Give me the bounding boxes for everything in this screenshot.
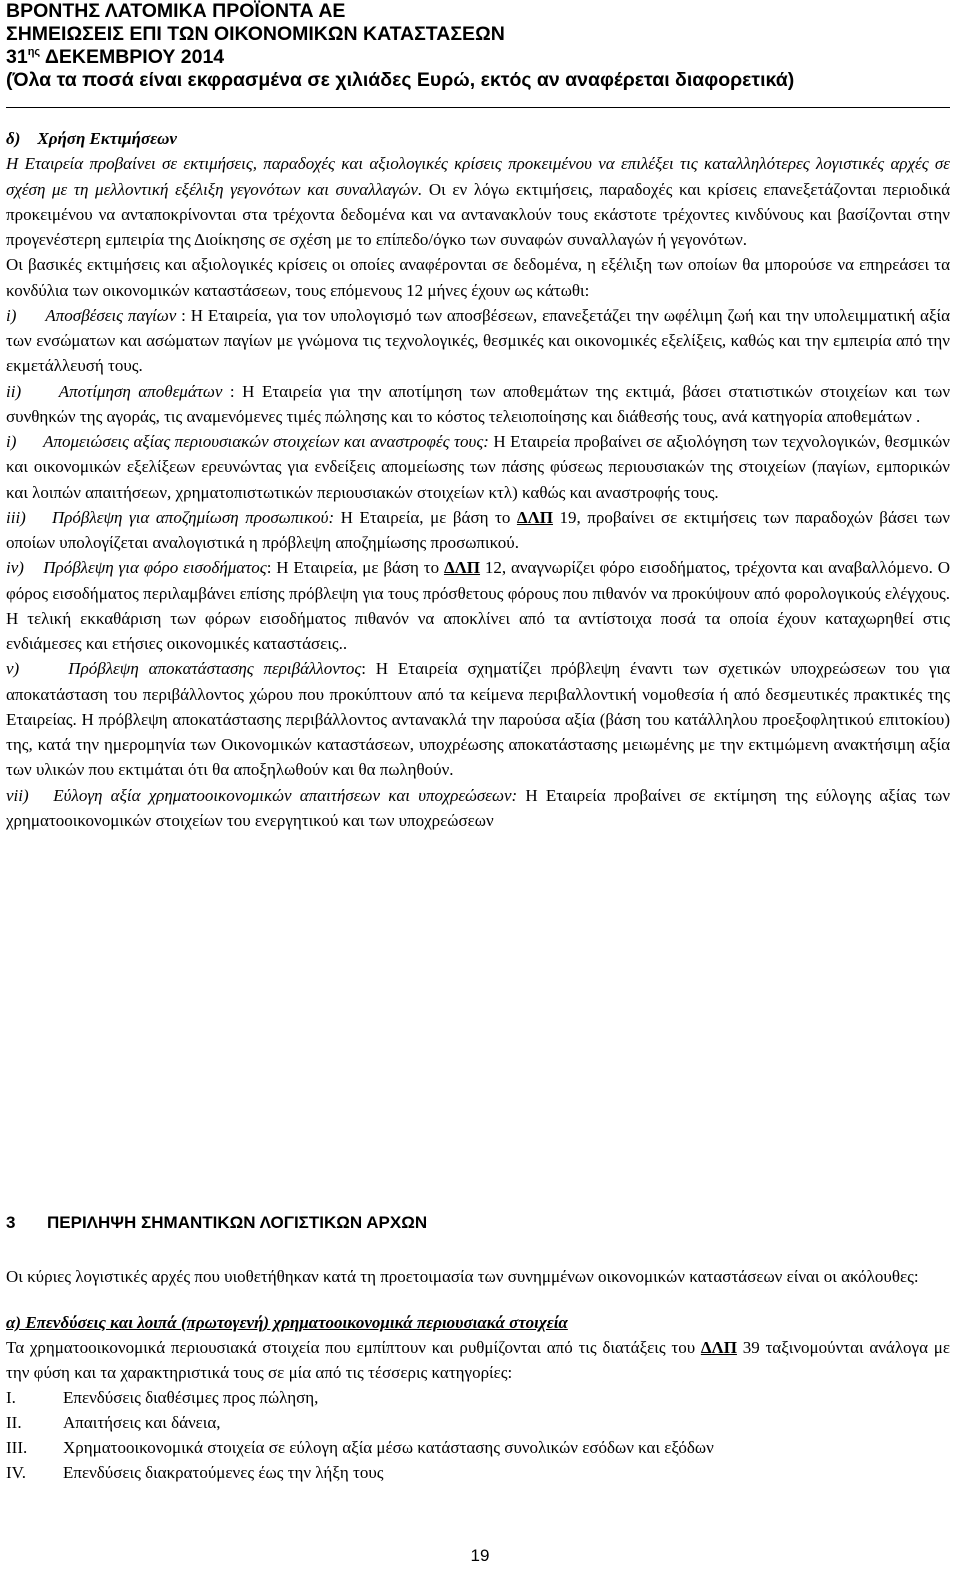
category-item: II. Απαιτήσεις και δάνεια, bbox=[6, 1413, 221, 1432]
estimate-item-income-tax: iv) Πρόβλεψη για φόρο εισοδήματος: Η Εταιρεία, με βάση το ΔΛΠ 12, αναγνωρίζει φόρο εισοδήματος, τρέχοντα και αναβαλλόμενο. Ο φόρος εισοδήματος περιλαμβάνει επίσης πρόβλεψη για τους πρόσθετους φόρους που πιθανόν να προκύψουν από φορολογικούς ελέγχους. Η τελική εκκαθάριση των φόρων εισοδήματος πιθανόν να αποκλίνει από τα αντίστοιχα ποσά τα οποία έχουν καταχωρηθεί στις ενδιάμεσες και ετήσιες οικονομικές καταστάσεις.. bbox=[6, 558, 950, 653]
estimate-item-staff-compensation: iii) Πρόβλεψη για αποζημίωση προσωπικού: Η Εταιρεία, με βάση το ΔΛΠ 19, προβαίνει σε εκτιμήσεις των παραδοχών βάσει των οποίων υπολογίζεται αναλογιστικά η πρόβλεψη αποζημίωσης προσωπικού. bbox=[6, 507, 950, 552]
section-3-intro: Οι κύριες λογιστικές αρχές που υιοθετήθηκαν κατά τη προετοιμασία των συνημμένων οικονομικών καταστάσεων είναι οι ακόλουθες: bbox=[6, 1267, 919, 1286]
estimate-item-inventory: ii) Αποτίμηση αποθεμάτων : Η Εταιρεία για την αποτίμηση των αποθεμάτων της εκτιμά, βάσει στατιστικών στοιχείων και των συνθηκών της αγοράς, τις αναμενόμενες τιμές πώλησης και το κόστος τελειοποίησης και διάθεσής τους, ανά κατηγορία αποθεμάτων . bbox=[6, 381, 950, 426]
amounts-note: (Όλα τα ποσά είναι εκφρασμένα σε χιλιάδες Ευρώ, εκτός αν αναφέρεται διαφορετικά) bbox=[6, 69, 795, 91]
key-estimates-paragraph: Οι βασικές εκτιμήσεις και αξιολογικές κρίσεις οι οποίες αναφέρονται σε δεδομένα, η εξέλιξη των οποίων θα μπορούσε να επηρεάσει τα κονδύλια των οικονομικών καταστάσεων, τους επόμενους 12 μήνες έχουν ως κάτωθι: bbox=[6, 255, 950, 300]
section-3-heading: 3 ΠΕΡΙΛΗΨΗ ΣΗΜΑΝΤΙΚΩΝ ΛΟΓΙΣΤΙΚΩΝ ΑΡΧΩΝ bbox=[6, 1213, 428, 1232]
category-item: IV. Επενδύσεις διακρατούμενες έως την λήξη τους bbox=[6, 1463, 384, 1482]
page-number: 19 bbox=[470, 1546, 490, 1565]
estimate-item-depreciation: i) Αποσβέσεις παγίων : Η Εταιρεία, για τον υπολογισμό των αποσβέσεων, επανεξετάζει την ωφέλιμη ζωή και την υπολειμματική αξία των ενσώματων και ασώματων παγίων με γνώμονα τις τεχνολογικές, θεσμικές και οικονομικές εξελίξεις, καθώς και την εμπειρία από την εκμετάλλευσή τους. bbox=[6, 305, 950, 376]
report-header bbox=[6, 0, 950, 92]
report-date: $31^{\eta\varsigma}$ ΔΕΚΕΜΒΡΙΟΥ 2014 bbox=[6, 46, 225, 68]
header-divider bbox=[6, 107, 950, 108]
estimate-item-environmental: v) Πρόβλεψη αποκατάστασης περιβάλλοντος: Η Εταιρεία σχηματίζει πρόβλεψη έναντι των σχετικών υποχρεώσεων του για αποκατάσταση του περιβάλλοντος χώρου που προκύπτουν από τα κείμενα περιβαλλοντική νομοθεσία ή από δεσμευτικές πρακτικές της Εταιρείας. Η πρόβλεψη αποκατάστασης περιβάλλοντος αντανακλά την παρούσα αξία (βάση του κατάλληλου προεξοφλητικού επιτοκίου) της, κατά την ημερομηνία των Οικονομικών καταστάσεων, υποχρέωσης αποκατάστασης μειωμένης με την εκτιμώμενη ανακτήσιμη αξία των υλικών που εκτιμάται ότι θα αποξηλωθούν και θα πωληθούν. bbox=[6, 659, 950, 780]
section-3-body bbox=[6, 1264, 950, 1485]
subsection-a-title: α) Επενδύσεις και λοιπά (πρωτογενή) χρηματοοικονομικά περιουσιακά στοιχεία bbox=[6, 1313, 568, 1332]
estimate-item-impairment: i) Απομειώσεις αξίας περιουσιακών στοιχείων και αναστροφές τους: Η Εταιρεία προβαίνει σε αξιολόγηση των τεχνολογικών, θεσμικών και οικονομικών εξελίξεων ερευνώντας για ενδείξεις απομείωσης των πάσης φύσεως περιουσιακών της στοιχείων (παγίων, εμπορικών και λοιπών απαιτήσεων, χρηματοπιστωτικών περιουσιακών στοιχείων κτλ) καθώς και αναστροφής τους. bbox=[6, 432, 950, 502]
subsection-a-text: Τα χρηματοοικονομικά περιουσιακά στοιχεία που εμπίπτουν και ρυθμίζονται από τις διατάξεις του ΔΛΠ 39 ταξινομούνται ανάλογα με την φύση και τα χαρακτηριστικά τους σε μία από τις τέσσερις κατηγορίες: bbox=[6, 1338, 950, 1382]
category-item: I. Επενδύσεις διαθέσιμες προς πώληση, bbox=[6, 1388, 319, 1407]
report-subtitle: ΣΗΜΕΙΩΣΕΙΣ ΕΠΙ ΤΩΝ ΟΙΚΟΝΟΜΙΚΩΝ ΚΑΤΑΣΤΑΣΕΩΝ bbox=[6, 23, 505, 45]
company-name: ΒΡΟΝΤΗΣ ΛΑΤΟΜΙΚΑ ΠΡΟΪΟΝΤΑ ΑΕ bbox=[6, 0, 346, 22]
estimates-title: δ) Χρήση Εκτιμήσεων bbox=[6, 129, 177, 148]
estimate-item-fair-value: vii) Εύλογη αξία χρηματοοικονομικών απαιτήσεων και υποχρεώσεων: Η Εταιρεία προβαίνει σε εκτίμηση της εύλογης αξίας των χρηματοοικονομικών στοιχείων του ενεργητικού και των υποχρεώσεων bbox=[6, 785, 951, 830]
estimates-paragraph: Η Εταιρεία προβαίνει σε εκτιμήσεις, παραδοχές και αξιολογικές κρίσεις προκειμένου να επιλέξει τις καταλληλότερες λογιστικές αρχές σε σχέση με τη μελλοντική εξέλιξη γεγονότων και συναλλαγών. Οι εν λόγω εκτιμήσεις, παραδοχές και κρίσεις επανεξετάζονται περιοδικά προκειμένου να ανταποκρίνονται στα τρέχοντα δεδομένα και να αντανακλούν τους εκάστοτε τρέχοντες κινδύνους και βασίζονται στην προγενέστερη εμπειρία της Διοίκησης σε σχέση με το επίπεδο/όγκο των συναφών συναλλαγών ή γεγονότων. bbox=[6, 154, 951, 249]
category-item: III. Χρηματοοικονομικά στοιχεία σε εύλογη αξία μέσω κατάστασης συνολικών εσόδων και εξόδων bbox=[6, 1438, 714, 1457]
estimates-section bbox=[6, 126, 950, 833]
